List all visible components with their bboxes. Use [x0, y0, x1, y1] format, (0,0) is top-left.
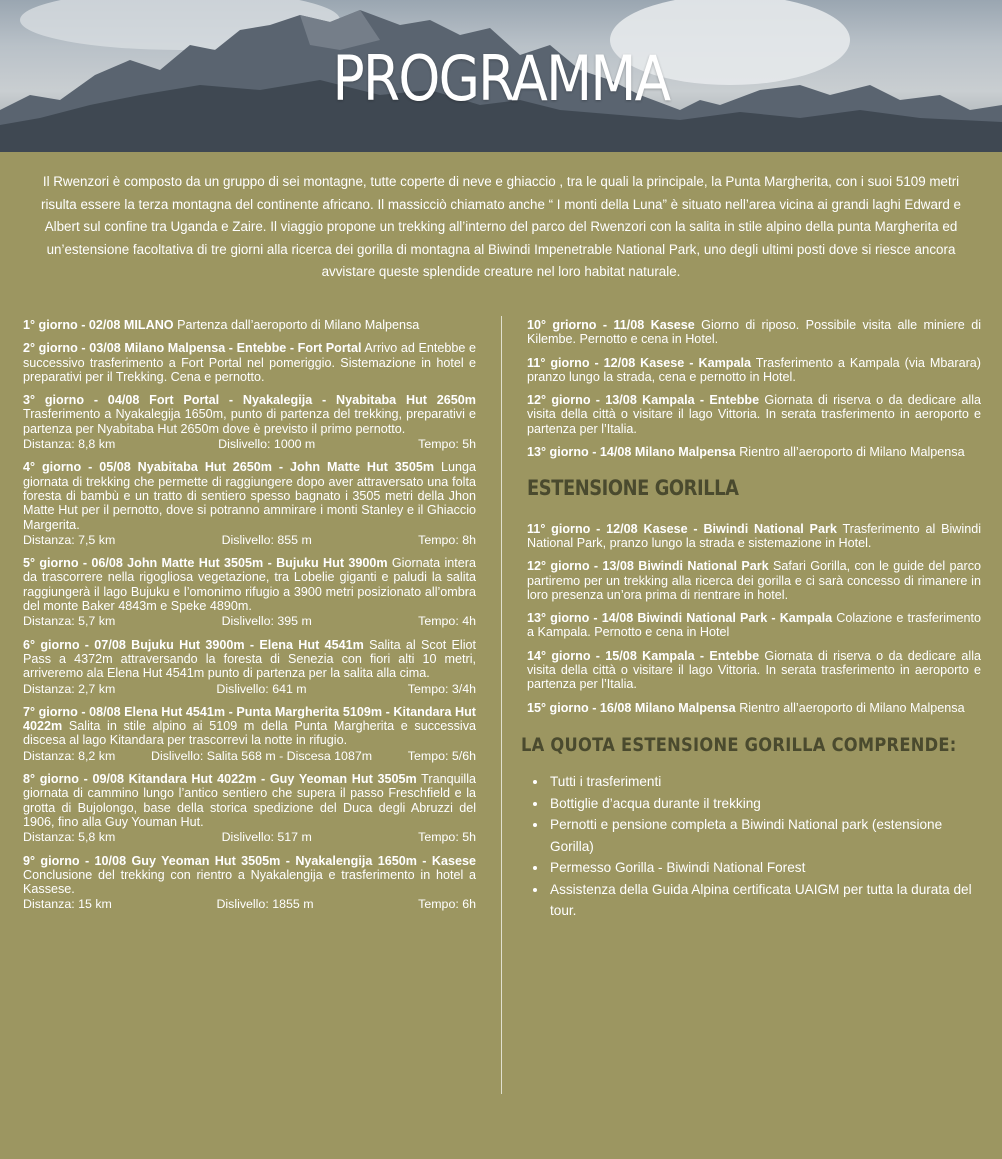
stat-dislivello: Dislivello: 517 m	[221, 830, 312, 845]
day-heading: 11° giorno - 12/08 Kasese - Kampala	[527, 355, 751, 370]
day-heading: 10° griorno - 11/08 Kasese	[527, 318, 695, 332]
stat-dislivello: Dislivello: Salita 568 m - Discesa 1087m	[151, 748, 373, 763]
stat-tempo: Tempo: 3/4h	[407, 681, 476, 696]
column-divider	[501, 316, 502, 1094]
itinerary-day	[527, 393, 981, 436]
day-heading: 14° giorno - 15/08 Kampala - Entebbe	[527, 648, 760, 663]
itinerary-day	[23, 556, 476, 628]
gorilla-extension-title: ESTENSIONE GORILLA	[527, 476, 739, 501]
day-heading: 1° giorno - 02/08 MILANO	[23, 318, 174, 332]
day-description: Colazione e trasferimento a Kampala. Pernotto e cena in Hotel	[527, 611, 981, 640]
day-heading: 8° giorno - 09/08 Kitandara Hut 4022m - Guy Yeoman Hut 3505m	[23, 772, 417, 787]
day-description: Giornata di riserva o da dedicare alla visita della città o visitare il lago Vittoria. In serata trasferimento in aeroporto e partenza per l’Italia.	[527, 648, 981, 692]
quota-item: • Permesso Gorilla - Biwindi National Forest	[548, 857, 981, 879]
day-description: Giornata intera da trascorrere nella rigogliosa vegetazione, tra Lobelie giganti e paludi la salita raggiungerà il lago Bujuku e l’omonimo rifugio a 3900 metri posizionato all’ombra del monte Baker 4843m e Speke 4890m.	[23, 556, 476, 614]
quota-item: • Assistenza della Guida Alpina certificata UAIGM per tutta la durata del tour.	[548, 879, 981, 922]
itinerary-left-column	[23, 318, 476, 921]
stat-distanza: Distanza: 7,5 km	[23, 532, 116, 547]
itinerary-day	[23, 705, 476, 763]
day-stats	[23, 749, 476, 763]
itinerary-day	[23, 854, 476, 912]
itinerary-day	[23, 460, 476, 547]
itinerary-day	[23, 772, 476, 844]
page-title: PROGRAMMA	[332, 42, 670, 115]
day-description: Partenza dall’aeroporto di Milano Malpensa	[173, 318, 420, 332]
stat-distanza: Distanza: 5,7 km	[23, 614, 116, 629]
day-description: Trasferimento a Kampala (via Mbarara) pranzo lungo la strada, cena e pernotto in Hotel.	[527, 355, 981, 384]
itinerary-day	[527, 611, 981, 640]
stat-tempo: Tempo: 4h	[418, 614, 476, 629]
day-heading: 13° giorno - 14/08 Milano Malpensa	[527, 445, 736, 460]
stat-distanza: Distanza: 2,7 km	[23, 681, 116, 696]
day-heading: 13° giorno - 14/08 Biwindi National Park - Kampala	[527, 611, 833, 626]
stat-dislivello: Dislivello: 641 m	[216, 681, 307, 696]
itinerary-day	[527, 701, 981, 715]
itinerary-day	[527, 522, 981, 551]
day-stats	[23, 614, 476, 628]
stat-distanza: Distanza: 15 km	[23, 897, 112, 912]
day-heading: 3° giorno - 04/08 Fort Portal - Nyakalegija - Nyabitaba Hut 2650m	[23, 393, 476, 408]
day-description: Conclusione del trekking con rientro a Nyakalengija e trasferimento in hotel a Kassese.	[23, 867, 476, 897]
day-heading: 11° giorno - 12/08 Kasese - Biwindi National Park	[527, 521, 837, 536]
day-description: Tranquilla giornata di cammino lungo l’antico sentiero che supera il passo Freschfield e la grotta di Bujolongo, base della storica spedizione del Duca degli Abruzzi del 1906, fino alla Guy Youman Hut.	[23, 772, 476, 829]
itinerary-day	[527, 649, 981, 692]
quota-item: • Pernotti e pensione completa a Biwindi National park (estensione Gorilla)	[548, 814, 981, 857]
quota-item: • Bottiglie d’acqua durante il trekking	[548, 793, 981, 815]
stat-tempo: Tempo: 8h	[418, 532, 476, 547]
stat-dislivello: Dislivello: 855 m	[221, 532, 312, 547]
day-heading: 7° giorno - 08/08 Elena Hut 4541m - Punta Margherita 5109m - Kitandara Hut 4022m	[23, 704, 476, 734]
day-stats	[23, 830, 476, 844]
day-description: Safari Gorilla, con le guide del parco partiremo per un trekking alla ricerca dei gorilla e ci sarà concesso di rimanere in loro presenza un’ora prima di rientrare in hotel.	[527, 559, 981, 602]
day-heading: 9° giorno - 10/08 Guy Yeoman Hut 3505m - Nyakalengija 1650m - Kasese	[23, 853, 476, 868]
day-stats	[23, 682, 476, 696]
day-heading: 6° giorno - 07/08 Bujuku Hut 3900m - Elena Hut 4541m	[23, 637, 364, 652]
day-heading: 12° giorno - 13/08 Kampala - Entebbe	[527, 393, 760, 408]
day-description: Salita al Scot Eliot Pass a 4372m attraversando la foresta di Senezia con fiori alti 10 metri, arriveremo ala Elena Hut 4541m punto di partenza per la salita alla cima.	[23, 637, 477, 681]
day-heading: 4° giorno - 05/08 Nyabitaba Hut 2650m - John Matte Hut 3505m	[23, 460, 435, 475]
itinerary-right-column	[521, 318, 982, 922]
quota-item: • Tutti i trasferimenti	[548, 771, 981, 793]
day-heading: 15° giorno - 16/08 Milano Malpensa	[527, 700, 736, 715]
itinerary-day	[527, 356, 981, 385]
day-description: Trasferimento al Biwindi National Park, pranzo lungo la strada e sistemazione in Hotel.	[527, 521, 982, 550]
itinerary-day	[527, 318, 981, 347]
header-banner	[0, 0, 1002, 152]
day-description: Trasferimento a Nyakalegija 1650m, punto di partenza del trekking, preparativi e partenza per Nyabitaba Hut 2650m dove è previsto il primo pernotto.	[23, 407, 476, 436]
itinerary-day	[23, 318, 476, 332]
itinerary-day	[527, 445, 981, 459]
day-heading: 12° giorno - 13/08 Biwindi National Park	[527, 559, 769, 574]
day-description: Giorno di riposo. Possibile visita alle miniere di Kilembe. Pernotto e cena in Hotel.	[527, 318, 981, 347]
day-heading: 5° giorno - 06/08 John Matte Hut 3505m - Bujuku Hut 3900m	[23, 556, 388, 571]
day-heading: 2° giorno - 03/08 Milano Malpensa - Entebbe - Fort Portal	[23, 341, 362, 356]
day-description: Lunga giornata di trekking che permette di raggiungere dopo aver attraversato una folta foresta di bambù e un tratto di sentiero spesso bagnato i 3505 metri della Jhon Matte Hut per il pernotto, dove si potranno ammirare i monti Stanley e il Ghiaccio Margerita.	[23, 460, 476, 532]
stat-tempo: Tempo: 5/6h	[407, 748, 476, 763]
day-stats	[23, 437, 476, 451]
stat-dislivello: Dislivello: 395 m	[221, 614, 312, 629]
itinerary-day	[23, 638, 476, 696]
day-description: Arrivo ad Entebbe e successivo trasferimento a Fort Portal nel pomeriggio. Sistemazione in hotel e preparativi per il Trekking. Cena e pernotto.	[23, 341, 477, 384]
itinerary-day	[527, 559, 981, 602]
day-description: Rientro all’aeroporto di Milano Malpensa	[735, 700, 965, 715]
stat-distanza: Distanza: 8,2 km	[23, 748, 116, 763]
day-stats	[23, 533, 476, 547]
stat-tempo: Tempo: 5h	[418, 830, 476, 845]
day-stats	[23, 897, 476, 911]
stat-dislivello: Dislivello: 1855 m	[216, 897, 314, 912]
quota-includes-list	[527, 771, 981, 922]
stat-distanza: Distanza: 5,8 km	[23, 830, 116, 845]
stat-dislivello: Dislivello: 1000 m	[218, 437, 316, 452]
intro-paragraph: Il Rwenzori è composto da un gruppo di sei montagne, tutte coperte di neve e ghiaccio , tra le quali la principale, la Punta Margherita, con i suoi 5109 metri risulta essere la terza montagna del continente africano. Il massicciò chiamato anche “ I monti della Luna” è situato nell’area vicina ai grandi laghi Edward e Albert sul confine tra Uganda e Zaire. Il viaggio propone un trekking all’interno del parco del Rwenzori con la salita in stile alpino della punta Margherita ed un’estensione facoltativa di tre giorni alla ricerca dei gorilla di montagna al Biwindi Impenetrable National Park, uno degli ultimi posti dove si riesce ancora avvistare queste splendide creature nel loro habitat naturale.	[41, 174, 961, 279]
day-description: Giornata di riserva o da dedicare alla visita della città o visitare il lago Vittoria. In serata trasferimento in aeroporto e partenza per l’Italia.	[527, 393, 981, 436]
day-description: Salita in stile alpino ai 5109 m della Punta Margherita e successiva discesa al lago Kitandara per trascorrevi la notte in rifugio.	[23, 719, 476, 748]
itinerary-day	[23, 393, 476, 451]
quota-includes-title: LA QUOTA ESTENSIONE GORILLA COMPRENDE:	[521, 734, 957, 756]
stat-tempo: Tempo: 6h	[418, 897, 476, 912]
day-description: Rientro all’aeroporto di Milano Malpensa	[735, 445, 965, 460]
stat-tempo: Tempo: 5h	[418, 437, 476, 452]
itinerary-day	[23, 341, 476, 384]
stat-distanza: Distanza: 8,8 km	[23, 437, 116, 452]
